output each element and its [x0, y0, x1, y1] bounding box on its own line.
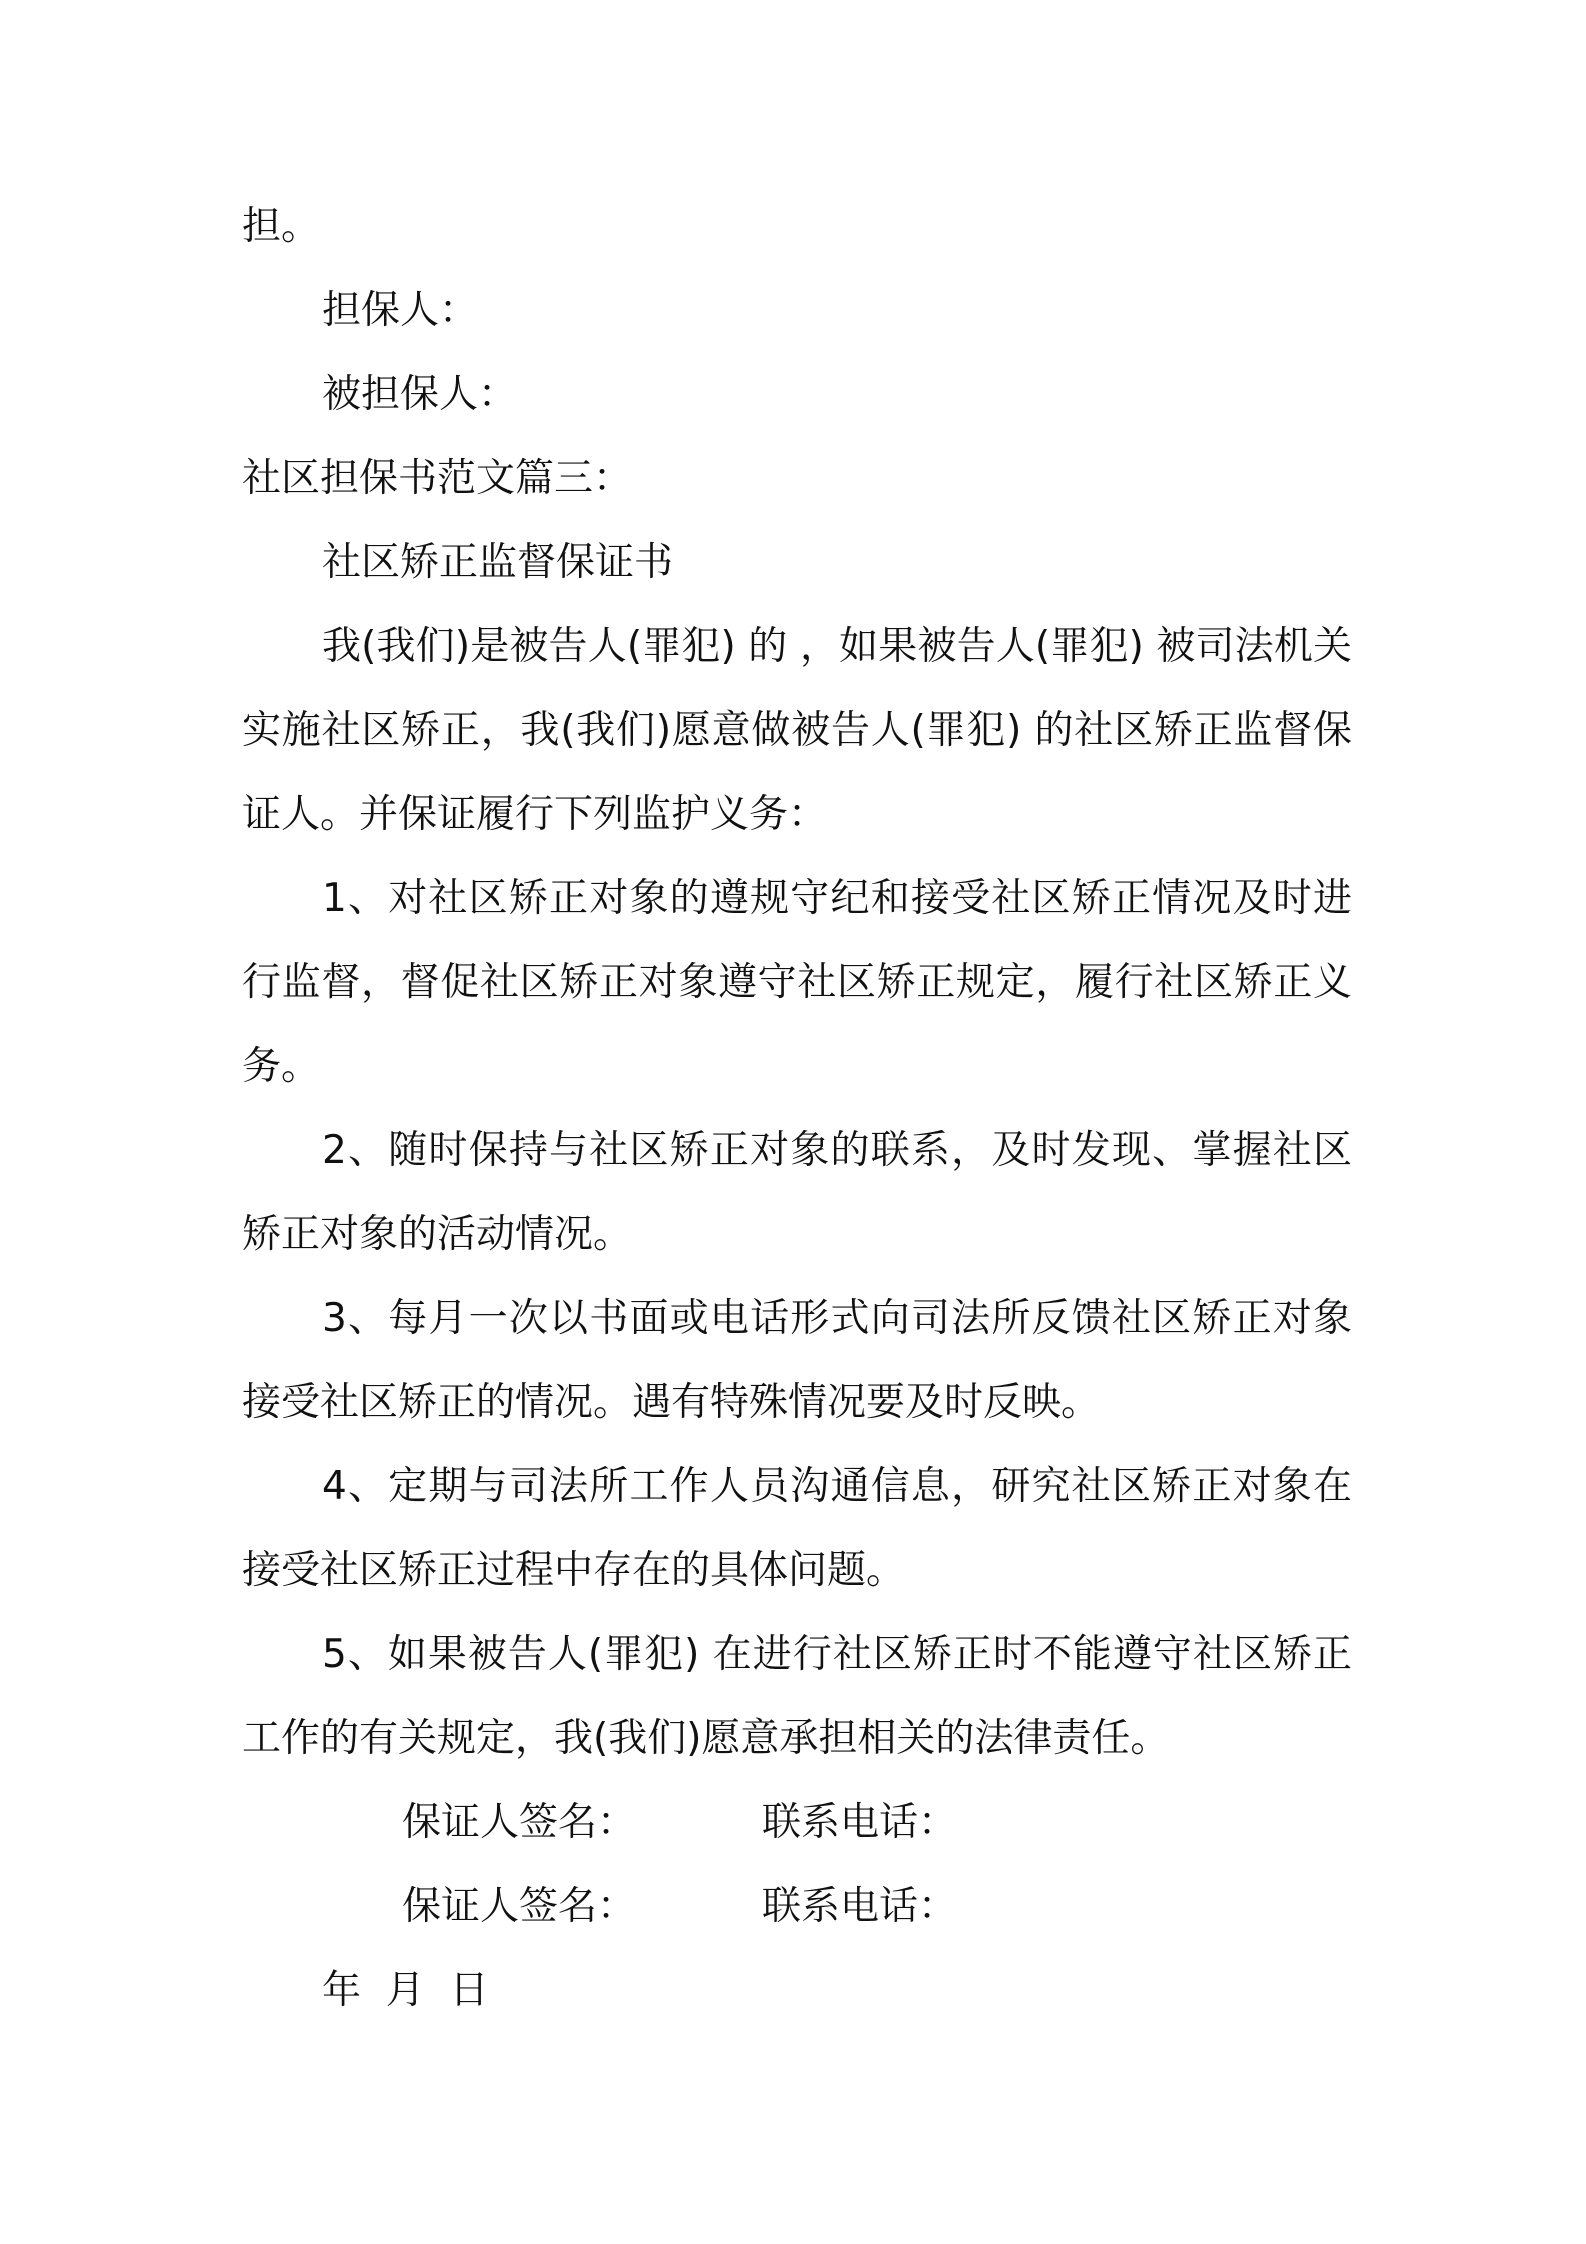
phone-label: 联系电话： [762, 1800, 958, 1845]
document-body [242, 185, 1352, 2033]
guaranteed-line: 被担保人： [322, 372, 518, 417]
document-title: 社区矫正监督保证书 [322, 540, 674, 585]
signature-row [242, 1781, 1352, 1865]
date-line: 年 月 日 [322, 1968, 489, 2013]
guarantor-line: 担保人： [322, 288, 479, 333]
continued-text: 担。 [242, 204, 321, 249]
signature-label: 保证人签名： [402, 1884, 637, 1929]
duty-item-2: 2、随时保持与社区矫正对象的联系，及时发现、掌握社区矫正对象的活动情况。 [242, 1128, 1352, 1257]
signature-row [242, 1865, 1352, 1949]
duty-item-3: 3、每月一次以书面或电话形式向司法所反馈社区矫正对象接受社区矫正的情况。遇有特殊情况要及时反映。 [242, 1296, 1352, 1425]
duty-item-5: 5、如果被告人(罪犯) 在进行社区矫正时不能遵守社区矫正工作的有关规定，我(我们)愿意承担相关的法律责任。 [242, 1632, 1352, 1761]
duty-item-1: 1、对社区矫正对象的遵规守纪和接受社区矫正情况及时进行监督，督促社区矫正对象遵守社区矫正规定，履行社区矫正义务。 [242, 876, 1352, 1089]
signature-label: 保证人签名： [402, 1800, 637, 1845]
phone-label: 联系电话： [762, 1884, 958, 1929]
duty-item-4: 4、定期与司法所工作人员沟通信息，研究社区矫正对象在接受社区矫正过程中存在的具体问题。 [242, 1464, 1352, 1593]
intro-paragraph: 我(我们)是被告人(罪犯) 的 ，如果被告人(罪犯) 被司法机关实施社区矫正，我(我们)愿意做被告人(罪犯) 的社区矫正监督保证人。并保证履行下列监护义务： [242, 624, 1352, 837]
section-heading: 社区担保书范文篇三： [242, 456, 633, 501]
